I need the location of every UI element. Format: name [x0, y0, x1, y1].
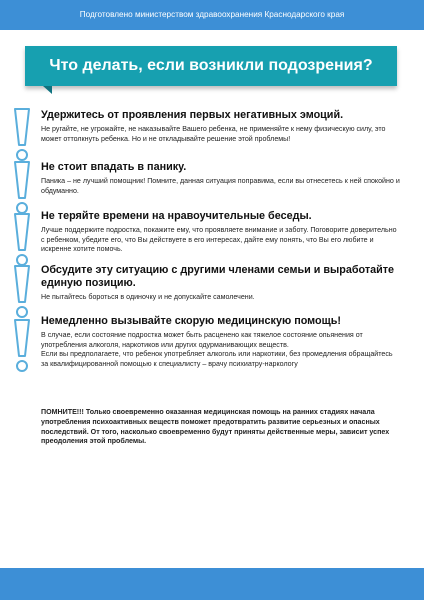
section-text: Паника – не лучший помощник! Помните, данная ситуация поправима, если вы отнесетесь к ней спокойно и обдуманно.: [41, 177, 400, 195]
exclamation-icon: [12, 212, 32, 268]
page-title: Что делать, если возникли подозрения?: [49, 57, 373, 74]
exclamation-icon: [12, 107, 32, 163]
title-banner: [25, 46, 397, 86]
header-text: Подготовлено министерством здравоохранения Краснодарского края: [79, 10, 345, 19]
footer-bar: [0, 568, 424, 600]
advice-section: [41, 315, 401, 369]
exclamation-icon: [12, 318, 32, 374]
exclamation-icon: [12, 264, 32, 320]
remember-note: ПОМНИТЕ!!! Только своевременно оказанная медицинская помощь на ранних стадиях начала употребления психоактивных веществ поможет предотвратить развитие серьезных и опасных последствий. От того, насколько своевременно будут приняты действенные меры, зависит успех преодоления этой проблемы.: [41, 408, 390, 446]
advice-section: [41, 210, 401, 255]
section-heading: Не стоит впадать в панику.: [41, 161, 187, 173]
section-heading: Обсудите эту ситуацию с другими членами семьи и выработайте единую позицию.: [41, 264, 395, 289]
advice-section: [41, 264, 401, 303]
section-paragraph: Если вы предполагаете, что ребенок употребляет алкоголь или наркотики, без промедления обращайтесь за квалифицированной помощью к специалисту – врачу психиатру-наркологу: [41, 350, 393, 368]
header-bar: [0, 0, 424, 30]
section-heading: Не теряйте времени на нравоучительные беседы.: [41, 210, 312, 222]
section-text: [41, 331, 401, 369]
section-heading: Немедленно вызывайте скорую медицинскую помощь!: [41, 315, 341, 327]
banner-fold: [43, 86, 52, 94]
section-paragraph: В случае, если состояние подростка может быть расценено как тяжелое состояние опьянения от употребления алкоголя, наркотиков или других одурманивающих веществ.: [41, 331, 363, 349]
section-text: Не ругайте, не угрожайте, не наказывайте Вашего ребенка, не применяйте к нему физическую силу, это может оттолкнуть ребенка. Но и не откладывайте решение этой проблемы!: [41, 125, 386, 143]
section-text: Не пытайтесь бороться в одиночку и не допускайте самолечени.: [41, 293, 255, 301]
section-heading: Удержитесь от проявления первых негативных эмоций.: [41, 109, 344, 121]
advice-section: [41, 109, 401, 144]
exclamation-icon: [12, 160, 32, 216]
advice-section: [41, 161, 401, 196]
section-text: Лучше поддержите подростка, покажите ему, что проявляете внимание и заботу. Поговорите доверительно с ребенком, убедите его, что Вы действуете в его интересах, дайте ему понять, что Вы его любите и искренне хотите помочь.: [41, 226, 397, 254]
